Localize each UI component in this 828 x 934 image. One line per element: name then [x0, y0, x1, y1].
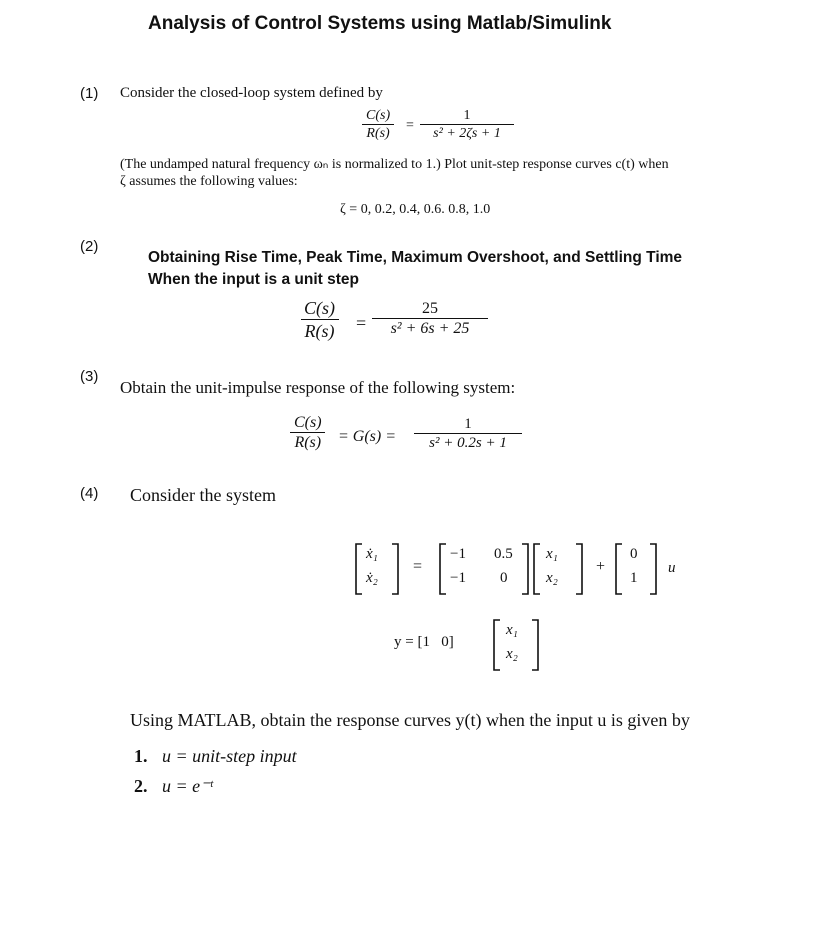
problem-4-number: (4) [80, 485, 99, 502]
state-equals: = [413, 558, 423, 575]
x-2: x₂ [546, 570, 558, 586]
p3-lhs-numerator: C(s) [294, 414, 322, 431]
p3-rhs-denominator: s² + 0.2s + 1 [414, 433, 522, 452]
p2-lhs-denominator: R(s) [301, 319, 339, 342]
p2-heading-line-1: Obtaining Rise Time, Peak Time, Maximum Overshoot, and Settling Time [148, 249, 683, 266]
B-2: 1 [630, 570, 638, 586]
p3-lhs-denominator: R(s) [290, 432, 325, 452]
p2-lhs-numerator: C(s) [304, 298, 335, 318]
p4-item-1-text: u = unit-step input [162, 746, 297, 766]
p1-lhs-numerator: C(s) [366, 108, 391, 123]
page-title: Analysis of Control Systems using Matlab/Simulink [148, 13, 612, 34]
p4-item-1-number: 1. [134, 746, 148, 766]
xdot-1: ẋ₁ [366, 546, 378, 562]
p3-transfer-g: = G(s) = [338, 428, 397, 445]
p1-zeta-values: ζ = 0, 0.2, 0.4, 0.6. 0.8, 1.0 [340, 202, 491, 217]
p2-heading-line-2: When the input is a unit step [148, 271, 359, 288]
y-x-2: x₂ [506, 646, 518, 662]
p1-lhs-denominator: R(s) [362, 124, 393, 142]
output-equation: y = [1 0] [394, 634, 454, 650]
p3-rhs-numerator: 1 [464, 416, 472, 432]
p1-rhs-numerator: 1 [463, 108, 471, 123]
p1-note-line-1: (The undamped natural frequency ωₙ is normalized to 1.) Plot unit-step response curves c(t) when [120, 157, 669, 172]
p4-item-2-text: u = e⁻ᵗ [162, 776, 213, 796]
B-1: 0 [630, 546, 638, 562]
plus-sign: + [596, 558, 606, 575]
p4-item-2-number: 2. [134, 776, 148, 796]
problem-1-number: (1) [80, 85, 99, 102]
p1-note-line-2: ζ assumes the following values: [120, 174, 298, 189]
A-21: −1 [450, 570, 466, 586]
xdot-2: ẋ₂ [366, 570, 378, 586]
A-11: −1 [450, 546, 466, 562]
p2-rhs-denominator: s² + 6s + 25 [372, 318, 488, 338]
problem-1-intro: Consider the closed-loop system defined by [120, 85, 383, 101]
input-u: u [668, 560, 676, 576]
x-1: x₁ [546, 546, 558, 562]
p1-equals: = [406, 118, 414, 133]
p2-rhs-numerator: 25 [422, 300, 438, 317]
A-22: 0 [500, 570, 508, 586]
p4-using-matlab: Using MATLAB, obtain the response curves y(t) when the input u is given by [130, 710, 690, 730]
problem-3-number: (3) [80, 368, 99, 385]
p1-rhs-denominator: s² + 2ζs + 1 [420, 124, 514, 142]
y-x-1: x₁ [506, 622, 518, 638]
problem-4-intro: Consider the system [130, 485, 276, 505]
problem-3-intro: Obtain the unit-impulse response of the following system: [120, 378, 516, 397]
problem-2-number: (2) [80, 238, 99, 255]
A-12: 0.5 [494, 546, 513, 562]
p2-equals: = [356, 313, 367, 333]
